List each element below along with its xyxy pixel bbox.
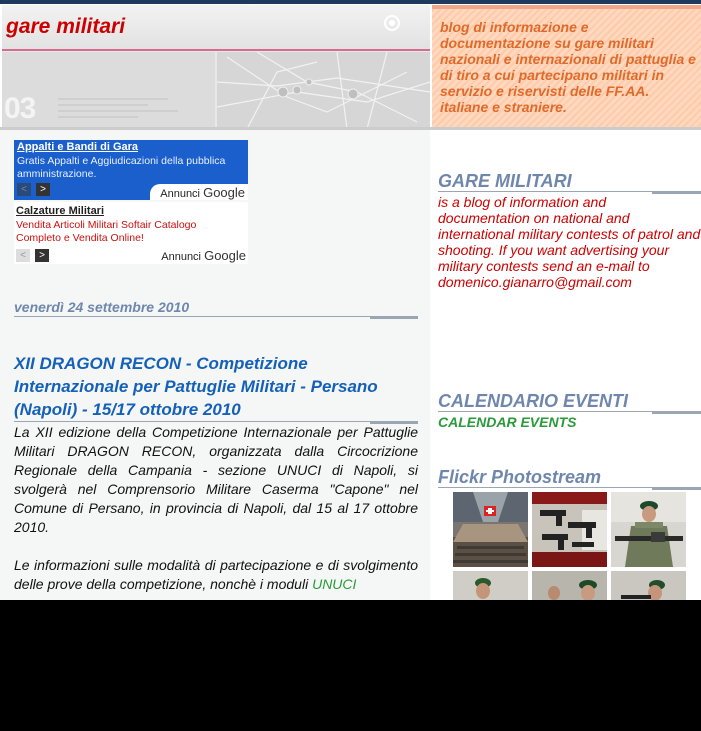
map-graphic-icon <box>217 52 430 129</box>
flickr-photo-soldiers-group[interactable] <box>532 571 607 600</box>
ad-badge[interactable] <box>150 184 248 200</box>
unuci-link[interactable]: UNUCI <box>312 576 357 592</box>
soldier-photo-icon <box>611 492 686 567</box>
heading-divider-accent <box>652 487 701 490</box>
flickr-photo-soldier-aiming[interactable] <box>611 571 686 600</box>
ad-prev-button[interactable]: < <box>16 249 30 262</box>
main-column <box>0 130 430 600</box>
date-divider <box>14 316 418 317</box>
soldier-aiming-photo-icon <box>611 571 686 600</box>
ad-unit-calzature[interactable] <box>14 202 248 264</box>
post-date: venerdì 24 settembre 2010 <box>14 299 190 315</box>
site-title[interactable]: gare militari <box>6 15 126 38</box>
header-panel-left <box>2 52 215 129</box>
post-paragraph: La XII edizione della Competizione Internazionale per Pattuglie Militari DRAGON RECON, organizzata dalla Circocrizione Regionale della Campania - sezione UNUCI di Napoli, si svolgerà nel Comprensorio Militare Caserma "Capone" nel Comune di Persano, in provincia di Napoli, dal 15 al 17 ottobre 2010. <box>14 424 418 535</box>
ad-next-button[interactable]: > <box>35 249 49 262</box>
flickr-heading: Flickr Photostream <box>438 467 602 487</box>
google-logo: Google <box>203 185 245 200</box>
unrendered-area <box>0 600 701 731</box>
flickr-photo-hall[interactable] <box>453 492 528 567</box>
ad-badge[interactable] <box>161 248 246 263</box>
ad-description: Vendita Articoli Militari Softair Catalogo Completo e Vendita Online! <box>16 219 197 244</box>
title-divider <box>14 421 418 422</box>
ad-prev-button[interactable]: < <box>17 183 31 196</box>
soldiers-group-photo-icon <box>532 571 607 600</box>
issue-number: 03 <box>4 92 36 125</box>
blog-description-box <box>432 5 701 129</box>
ad-title[interactable]: Appalti e Bandi di Gara <box>17 141 139 153</box>
pistols-photo-icon <box>532 492 607 567</box>
ad-unit-appalti[interactable] <box>14 140 248 200</box>
post-paragraph-text: Le informazioni sulle modalità di partecipazione e di svolgimento delle prove della competizione, nonchè i moduli <box>14 557 418 592</box>
ad-badge-label: Annunci <box>160 188 201 200</box>
soldier-photo-icon <box>453 571 528 600</box>
sidebar <box>430 130 701 600</box>
header-panel-map <box>217 52 430 129</box>
ad-title[interactable]: Calzature Militari <box>16 205 105 217</box>
hall-photo-icon <box>453 492 528 567</box>
gare-militari-heading: GARE MILITARI <box>438 171 572 191</box>
post-paragraph <box>14 556 418 594</box>
ad-description: Gratis Appalti e Aggiudicazioni della pubblica amministrazione. <box>17 155 226 180</box>
blog-description: blog di informazione e documentazione su gare militari nazionali e internazionali di pattuglia e di tiro a cui partecipano militari in servizio e riservisti delle FF.AA. italiane e straniere. <box>440 19 696 115</box>
flickr-photo-soldier[interactable] <box>453 571 528 600</box>
ad-badge-label: Annunci <box>161 251 202 263</box>
heading-divider-accent <box>652 411 701 414</box>
description-top-bar <box>432 5 701 9</box>
top-border <box>0 0 701 4</box>
flickr-photo-pistols[interactable] <box>532 492 607 567</box>
ad-next-button[interactable]: > <box>36 183 50 196</box>
about-text: is a blog of information and documentation on national and international military contests of patrol and shooting. If you want advertising your military contests send an e-mail to domenico.gianarro@gmail.com <box>438 194 701 290</box>
header-banner <box>2 5 430 129</box>
google-logo: Google <box>204 248 246 263</box>
flickr-photo-soldier-rifle[interactable] <box>611 492 686 567</box>
target-icon <box>384 15 400 31</box>
calendar-events-link[interactable]: CALENDAR EVENTS <box>438 414 577 430</box>
header-divider <box>2 49 430 51</box>
calendar-heading: CALENDARIO EVENTI <box>438 391 629 411</box>
date-divider-accent <box>370 316 418 319</box>
post-title[interactable]: XII DRAGON RECON - Competizione Internazionale per Pattuglie Militari - Persano (Napoli) - 15/17 ottobre 2010 <box>14 354 378 419</box>
